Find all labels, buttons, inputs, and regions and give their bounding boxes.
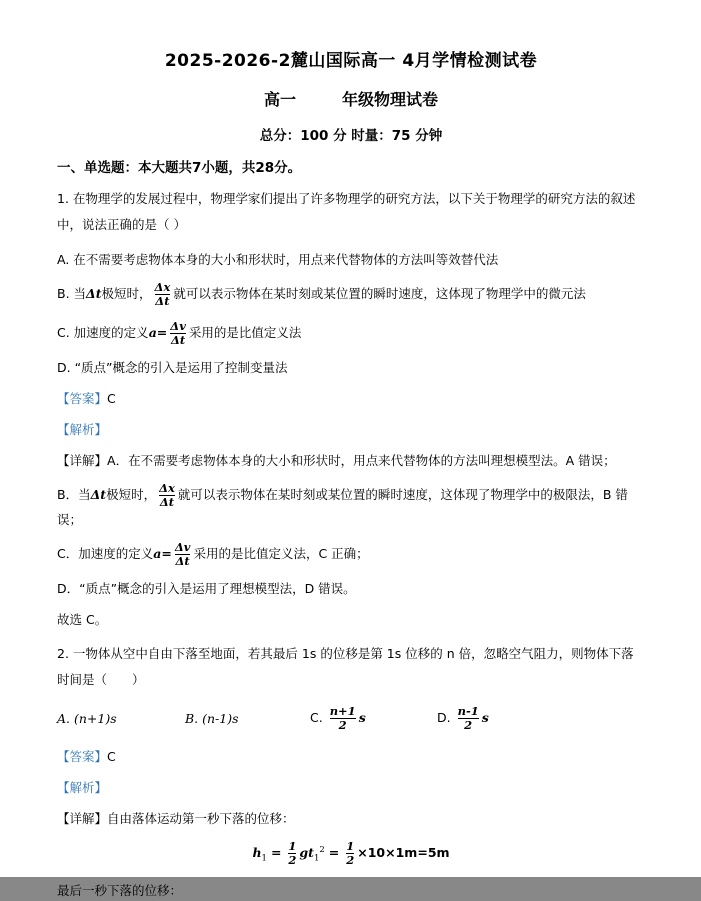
answer-label: 【答案】 <box>57 748 108 764</box>
q1-detail-b-post: 就可以表示物体在某时刻或某位置的瞬时速度，这体现了物理学中的极限法，B 错误； <box>57 487 628 527</box>
detail-label: 【详解】 <box>57 453 108 469</box>
q1-option-b-post: 就可以表示物体在某时刻或某位置的瞬时速度，这体现了物理学中的微元法 <box>173 286 586 302</box>
q2-answer-value: C <box>107 748 116 764</box>
q1-detail-b-text: B．当 <box>57 487 91 503</box>
q1-answer-value: C <box>107 391 116 407</box>
q1-option-b-mid: 极短时， <box>101 286 152 302</box>
formula-times: ×10×1m <box>357 844 418 860</box>
formula-gt: gt <box>299 844 314 860</box>
q2-detail-text: 自由落体运动第一秒下落的位移： <box>107 810 295 826</box>
q1-option-c-eq: = <box>156 324 168 340</box>
q1-detail-c <box>57 541 645 568</box>
q1-option-a: A. 在不需要考虑物体本身的大小和形状时，用点来代替物体的方法叫等效替代法 <box>57 252 499 268</box>
q1-conclusion: 故选 C。 <box>57 612 108 627</box>
q1-option-c <box>57 320 645 347</box>
q1-detail-c-var: a <box>153 545 162 561</box>
formula-eq1: = <box>270 844 282 860</box>
q1-option-c-text: C. 加速度的定义 <box>57 324 149 340</box>
q1-option-b-fraction: $\frac{\Delta x}{\Delta t}$ <box>154 280 171 309</box>
q1-option-c-post: 采用的是比值定义法 <box>188 324 302 340</box>
q1-detail-c-post: 采用的是比值定义法，C 正确； <box>193 545 369 561</box>
formula-eq2: = <box>328 844 340 860</box>
q1-detail-d: D．“质点”概念的引入是运用了理想模型法，D 错误。 <box>57 581 356 596</box>
q2-option-d <box>437 705 557 732</box>
subtitle-grade: 高一 <box>263 90 296 109</box>
q2-answer-line <box>57 747 645 767</box>
q2-option-b: B. (n-1)s <box>185 711 239 727</box>
formula-result: 5m <box>427 844 450 860</box>
q2-option-c-fraction: $\frac{n+1}{2}$ <box>329 704 356 733</box>
q1-detail-a <box>57 451 645 471</box>
q1-analysis-line <box>57 420 645 440</box>
q2-analysis-line <box>57 778 645 798</box>
formula-h-sub: 1 <box>261 853 267 864</box>
q1-detail-c-text: C．加速度的定义 <box>57 545 154 561</box>
subtitle-course: 年级物理试卷 <box>342 90 439 109</box>
detail-label: 【详解】 <box>57 810 108 826</box>
analysis-label: 【解析】 <box>57 779 108 795</box>
page-title: 2025-2026-2麓山国际高一 4月学情检测试卷 <box>164 51 538 71</box>
q2-option-c <box>310 705 437 732</box>
q1-detail-a-text: A．在不需要考虑物体本身的大小和形状时，用点来代替物体的方法叫理想模型法。A 错误； <box>107 453 616 469</box>
q2-detail-line <box>57 809 645 829</box>
formula-eq3: = <box>417 844 428 860</box>
question-2-stem: 2. 一物体从空中自由下落至地面，若其最后 1s 的位移是第 1s 位移的 n 倍，忽略空气阻力，则物体下落时间是（ ） <box>57 646 634 687</box>
q2-option-d-fraction: $\frac{n-1}{2}$ <box>457 704 479 733</box>
q2-formula <box>57 840 645 867</box>
q1-detail-c-fraction: $\frac{\Delta v}{\Delta t}$ <box>174 539 191 568</box>
q1-option-c-var: a <box>148 324 157 340</box>
formula-h: h <box>252 844 262 860</box>
q1-detail-c-eq: = <box>161 545 172 561</box>
q2-last-line: 最后一秒下落的位移： <box>57 883 183 899</box>
q1-option-d: D. “质点”概念的引入是运用了控制变量法 <box>57 360 288 376</box>
q2-option-d-label: D. <box>437 710 451 726</box>
q1-detail-b-fraction: $\frac{\Delta x}{\Delta t}$ <box>159 481 175 510</box>
q2-option-c-unit: s <box>358 710 366 726</box>
q1-detail-b-dt: Δt <box>90 487 107 503</box>
q1-detail-b-mid: 极短时， <box>106 487 157 503</box>
q1-detail-b <box>57 482 645 529</box>
formula-gt-sup: 2 <box>319 844 325 855</box>
q2-option-d-unit: s <box>481 710 489 726</box>
q1-answer-line <box>57 389 645 409</box>
formula-fraction-2: $\frac{1}{2}$ <box>346 838 355 867</box>
q1-option-c-fraction: $\frac{\Delta v}{\Delta t}$ <box>170 318 186 347</box>
section-heading: 一、单选题：本大题共7小题，共28分。 <box>57 160 302 176</box>
q1-option-b <box>57 281 645 308</box>
question-1-stem: 1. 在物理学的发展过程中，物理学家们提出了许多物理学的研究方法，以下关于物理学的研究方法的叙述中，说法正确的是（ ） <box>57 191 636 232</box>
q1-option-b-dt: Δt <box>86 286 102 302</box>
page-subtitle <box>57 87 645 110</box>
q1-option-b-text: B. 当 <box>57 286 87 302</box>
formula-fraction-1: $\frac{1}{2}$ <box>288 838 297 867</box>
q2-option-c-label: C. <box>310 710 323 726</box>
formula-gt-sub: 1 <box>313 853 320 864</box>
score-time-line: 总分：100 分 时量：75 分钟 <box>259 128 443 144</box>
analysis-label: 【解析】 <box>57 422 108 438</box>
answer-label: 【答案】 <box>57 391 108 407</box>
q2-options-row <box>57 705 645 732</box>
q2-option-a: A. (n+1)s <box>57 711 117 727</box>
